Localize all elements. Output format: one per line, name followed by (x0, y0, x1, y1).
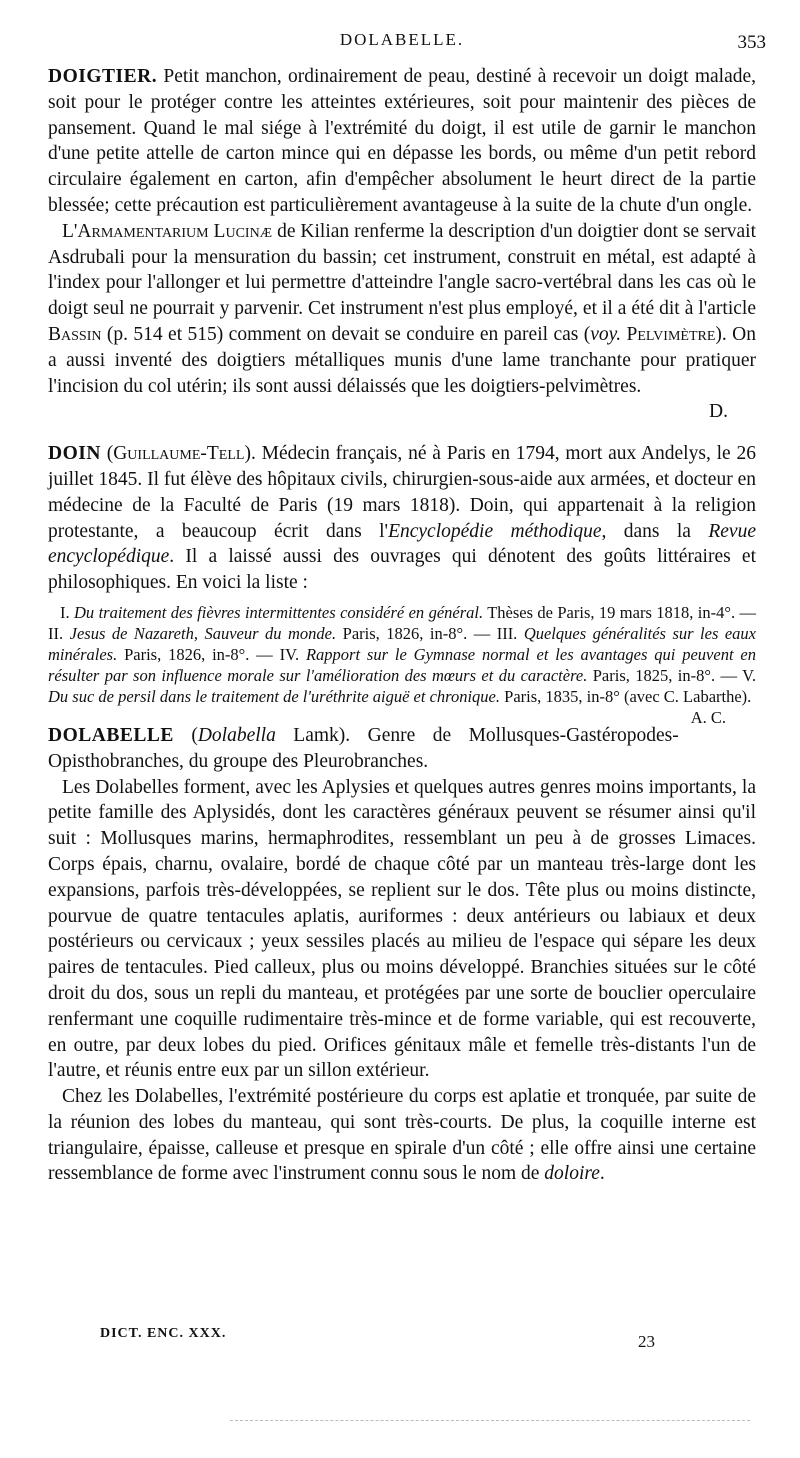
work-title: Du traitement des fièvres intermittentes considéré en général. (74, 602, 484, 622)
signature-mark: DICT. ENC. XXX. (100, 1326, 227, 1341)
bottom-rule (230, 1420, 750, 1421)
running-title: DOLABELLE. (339, 30, 465, 49)
work-details: Paris, 1826, in-8°. — (336, 623, 497, 643)
work-title: Quelques généralités sur les eaux minérales. (48, 623, 757, 664)
page-footer (100, 1322, 800, 1352)
dolabelle-text-3b: . (599, 1163, 605, 1185)
revue-title: Revue encyclopédique (48, 520, 756, 568)
doigtier-text-2a: de Kilian renferme la description d'un doigtier dont se servait Asdrubali pour la mensuration du bassin; cet instrument, construit en métal, est adapté à l'index pour l'allonger et lui permettre d'atteindre l'angle sacro-vertébral dans les cas où le doigt seul ne pourrait y parvenir. Cet instrument n'est plus employé, et il a été dit à l'article (48, 220, 756, 320)
dolabelle-paragraph-3 (48, 1084, 756, 1187)
doigtier-text-1: Petit manchon, ordinairement de peau, destiné à recevoir un doigt malade, soit pour le protéger contre les atteintes extérieures, soit pour maintenir des pièces de pansement. Quand le mal siége à l'extrémité du doigt, il est utile de garnir le manchon d'une petite attelle de carton mince qui en dépasse les bords, ou même d'un petit rebord circulaire également en carton, afin d'empêcher absolument le heurt direct de la partie blessée; cette précaution est particulièrement avantageuse à la suite de la chute d'un ongle. (48, 66, 757, 216)
armamentarium-title: L'Armamentarium Lucinæ (62, 220, 273, 242)
bassin-reference: Bassin (48, 323, 102, 345)
doin-text-a: Médecin français, né à Paris en 1794, mort aux Andelys, le 26 juillet 1845. Il fut élève des hôpitaux civils, chirurgien-sous-aide aux armées, et docteur en médecine de la Faculté de Paris (19 mars 1818). Doin, qui appartenait à la religion protestante, a beaucoup écrit dans l' (48, 443, 757, 542)
voy-abbrev: voy. (590, 323, 622, 345)
doigtier-signature: D. (709, 401, 728, 423)
doin-paragraph-1 (48, 441, 756, 596)
entry-dolabelle (48, 723, 756, 1187)
entry-separator (48, 425, 756, 441)
headword-dolabelle: DOLABELLE (48, 724, 174, 746)
entry-doigtier (48, 64, 756, 425)
entry-doin (48, 441, 757, 727)
gathering-number: 23 (638, 1332, 655, 1351)
pelvimetre-reference: Pelvimètre (621, 323, 716, 345)
work-number: I. (60, 602, 75, 622)
doloire-term: doloire (544, 1163, 600, 1185)
doigtier-paragraph-1 (48, 64, 756, 219)
page-number: 353 (737, 32, 766, 53)
dolabelle-text-1: . Genre de Mollusques-Gastéropodes-Opisthobranches, du groupe des Pleurobranches. (48, 724, 679, 772)
work-details: Paris, 1835, in-8° (avec C. Labarthe). (500, 686, 752, 706)
headword-doigtier: DOIGTIER. (48, 66, 158, 87)
page-header (48, 28, 766, 64)
work-details: Thèses de Paris, 19 mars 1818, in-4°. — (483, 602, 756, 622)
headword-doin: DOIN (48, 443, 101, 465)
work-number: IV. (279, 644, 306, 664)
genus-name: Dolabella (197, 724, 276, 746)
work-number: V. (742, 665, 756, 685)
doigtier-text-2b: (p. 514 et 515) comment on devait se conduire en pareil cas ( (101, 323, 591, 345)
work-title: Jesus de Nazareth, Sauveur du monde. (69, 623, 337, 643)
doigtier-paragraph-2 (48, 219, 756, 400)
work-details: Paris, 1825, in-8°. — (587, 665, 743, 685)
work-number: III. (496, 623, 524, 643)
doigtier-text-2c: ). On a aussi inventé des doigtiers métalliques munis d'une lame tranchante pour pratiquer l'incision du col utérin; ils sont aussi délaissés que les doigtiers-pelvimètres. (48, 323, 756, 397)
dolabelle-paragraph-1: DOLABELLE (Dolabella Lamk). Genre de Mollusques-Gastéropodes-Opisthobranches, du groupe des Pleurobranches. (48, 724, 679, 772)
doin-text-b: , dans la (601, 520, 709, 542)
doin-given-names: (Guillaume-Tell). (106, 443, 256, 465)
work-number: II. (48, 623, 70, 643)
genus-author: Lamk (275, 724, 339, 746)
dolabelle-text-3a: Chez les Dolabelles, l'extrémité postérieure du corps est aplatie et tronquée, par suite de la réunion des lobes du manteau, qui sont très-courts. De plus, la coquille interne est triangulaire, épaisse, calleuse et presque en spirale d'un côté ; elle offre ainsi une certaine ressemblance de forme avec l'instrument connu sous le nom de (48, 1086, 756, 1185)
doin-works-list (48, 602, 757, 727)
encyclopedie-title: Encyclopédie méthodique (388, 520, 602, 542)
doin-text-c: . Il a laissé aussi des ouvrages qui dénotent des goûts littéraires et philosophiques. En voici la liste : (48, 546, 756, 594)
work-title: Du suc de persil dans le traitement de l'uréthrite aiguë et chronique. (48, 686, 501, 706)
dolabelle-paragraph-2: Les Dolabelles forment, avec les Aplysies et quelques autres genres moins importants, la petite famille des Aplysidés, dont les caractères généraux peuvent se résumer ainsi qu'il suit : Mollusques marins, hermaphrodites, ressemblant un peu à de grosses Limaces. Corps épais, charnu, ovalaire, bordé de chaque côté par un manteau très-large dont les expansions, parfois très-développées, se replient sur le dos. Tête plus ou moins distincte, pourvue de quatre tentacules aplatis, auriformes : deux antérieurs ou labiaux et deux postérieurs ou cervicaux ; yeux sessiles placés au milieu de l'espace qui sépare les deux paires de tentacules. Pied calleux, plus ou moins développé. Branchies situées sur le côté droit du dos, sous un repli du manteau, et protégées par une sorte de bouclier operculaire renfermant une coquille rudimentaire très-mince et de forme variable, qui est recouverte, en outre, par deux lobes du pied. Orifices génitaux mâle et femelle très-distants l'un de l'autre, et réunis entre eux par un sillon extérieur. (48, 776, 756, 1082)
entry-separator (48, 707, 756, 723)
work-title: Rapport sur le Gymnase normal et les avantages qui peuvent en résulter par son influence morale sur l'amélioration des mœurs et du caractère. (48, 644, 756, 685)
work-details: Paris, 1826, in-8°. — (117, 644, 280, 664)
doin-signature: A. C. (690, 707, 726, 727)
